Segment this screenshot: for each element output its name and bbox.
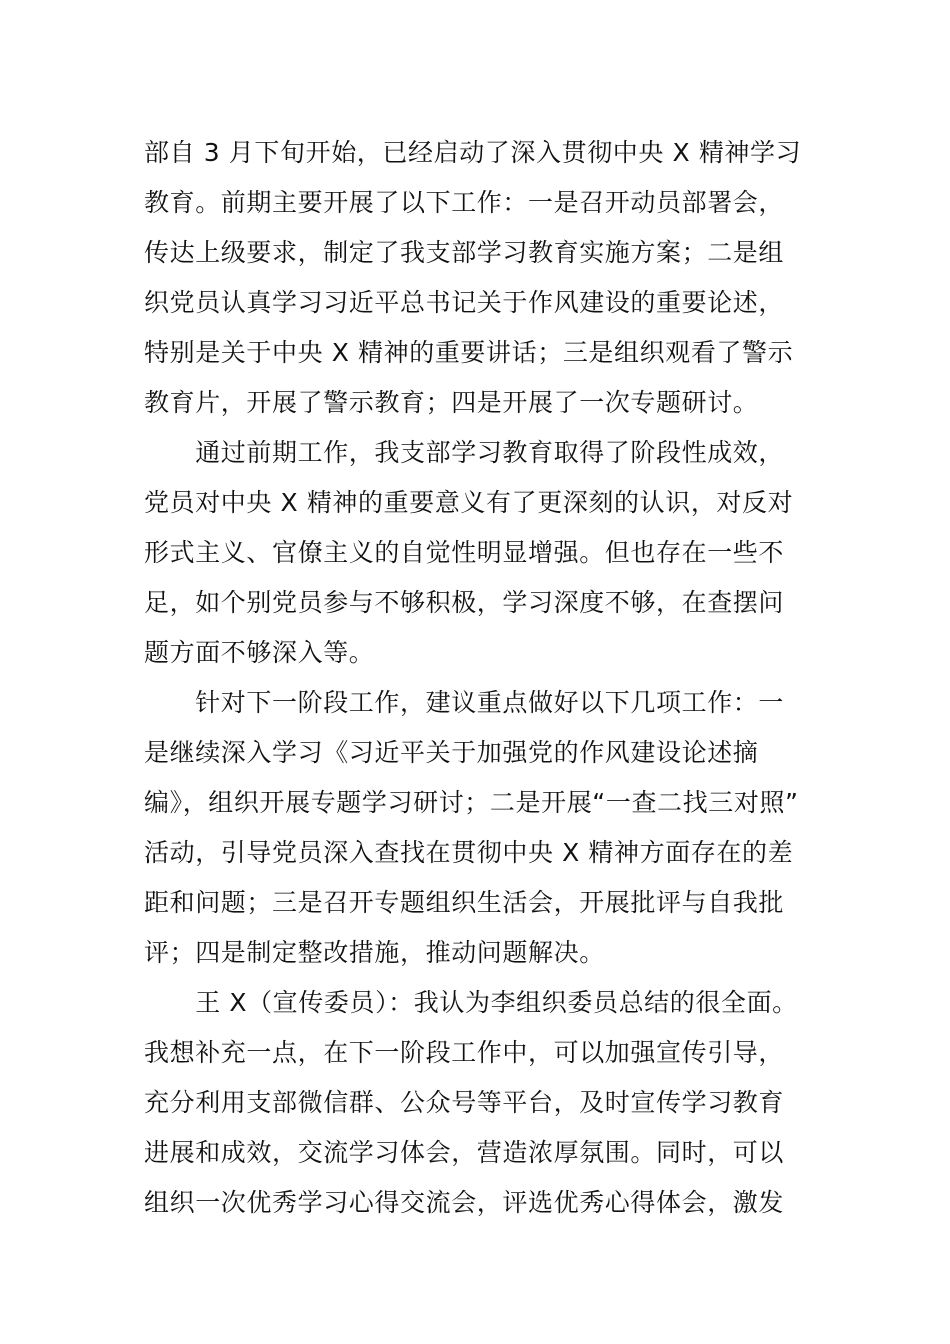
document-body	[144, 128, 808, 1228]
text-line: 进展和成效，交流学习体会，营造浓厚氛围。同时，可以	[144, 1138, 785, 1167]
text-line: 特别是关于中央 X 精神的重要讲话；三是组织观看了警示	[144, 338, 794, 367]
text-line: 评；四是制定整改措施，推动问题解决。	[144, 938, 605, 967]
text-line: 党员对中央 X 精神的重要意义有了更深刻的认识，对反对	[144, 488, 794, 517]
text-line: 活动，引导党员深入查找在贯彻中央 X 精神方面存在的差	[144, 838, 794, 867]
text-line: 针对下一阶段工作，建议重点做好以下几项工作：一	[144, 688, 785, 717]
text-line: 教育片，开展了警示教育；四是开展了一次专题研讨。	[144, 388, 759, 417]
text-line: 充分利用支部微信群、公众号等平台，及时宣传学习教育	[144, 1088, 785, 1117]
text-line: 足，如个别党员参与不够积极，学习深度不够，在查摆问	[144, 588, 785, 617]
text-line: 教育。前期主要开展了以下工作：一是召开动员部署会，	[144, 188, 785, 217]
text-line: 王 X（宣传委员）：我认为李组织委员总结的很全面。	[144, 988, 798, 1017]
text-line: 部自 3 月下旬开始，已经启动了深入贯彻中央 X 精神学习	[144, 138, 802, 167]
text-line: 编》，组织开展专题学习研讨；二是开展“一查二找三对照”	[144, 788, 799, 817]
text-line: 形式主义、官僚主义的自觉性明显增强。但也存在一些不	[144, 538, 785, 567]
text-line: 是继续深入学习《习近平关于加强党的作风建设论述摘	[144, 738, 759, 767]
text-line: 通过前期工作，我支部学习教育取得了阶段性成效，	[144, 438, 785, 467]
text-line: 组织一次优秀学习心得交流会，评选优秀心得体会，激发	[144, 1188, 785, 1217]
text-line: 距和问题；三是召开专题组织生活会，开展批评与自我批	[144, 888, 785, 917]
text-line: 题方面不够深入等。	[144, 638, 375, 667]
text-line: 传达上级要求，制定了我支部学习教育实施方案；二是组	[144, 238, 785, 267]
text-line: 织党员认真学习习近平总书记关于作风建设的重要论述，	[144, 288, 785, 317]
text-line: 我想补充一点，在下一阶段工作中，可以加强宣传引导，	[144, 1038, 785, 1067]
